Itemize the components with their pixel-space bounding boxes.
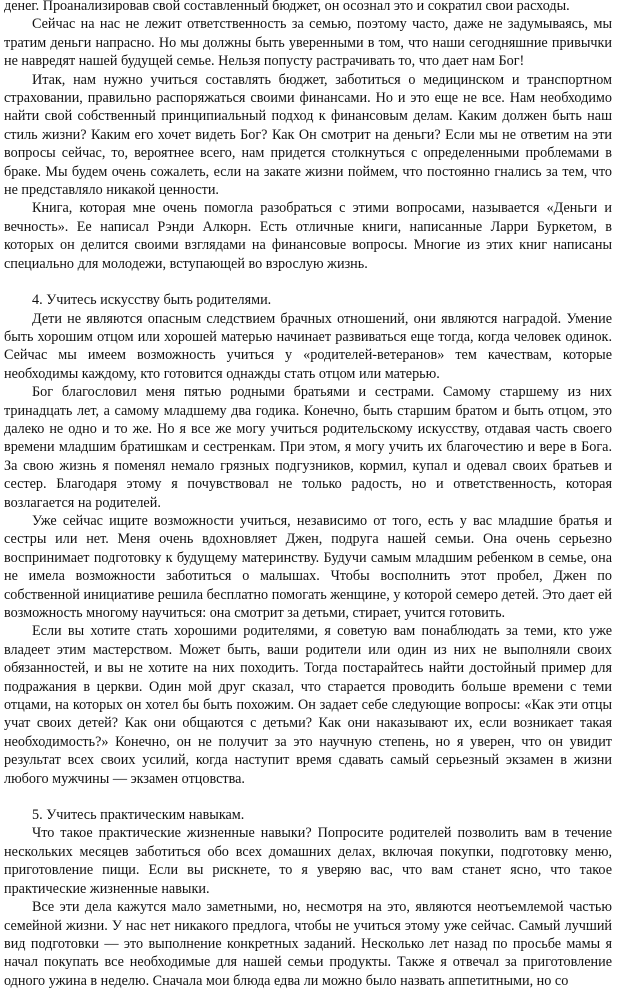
paragraph: Бог благословил меня пятью родными братьями и сестрами. Самому старшему из них тринадцать лет, а самому младшему два годика. Конечно, быть старшим братом и быть отцом, это далеко не одно и то же. Но я все же могу учиться родительскому искусству, отдавая часть своего времени младшим братишкам и сестренкам. При этом, я могу учить их благочестию и вере в Бога. За свою жизнь я поменял немало грязных подгузников, кормил, купал и одевал своих братьев и сестер. Благодаря этому я почувствовал не только радость, но и ответственность, которая возлагается на родителей. bbox=[4, 384, 612, 511]
paragraph: Дети не являются опасным следствием брачных отношений, они являются наградой. Умение быть хорошим отцом или хорошей матерью начинает развиваться еще тогда, когда человек одинок. Сейчас мы имеем возможность учиться у «родителей-ветеранов» тем качествам, которые необходимы каждому, кто готовится однажды стать отцом или матерью. bbox=[4, 310, 612, 382]
document-page bbox=[4, 0, 612, 989]
paragraph: Что такое практические жизненные навыки? Попросите родителей позволить вам в течение нескольких месяцев заботиться обо всех домашних делах, включая покупки, подготовку меню, приготовление пищи. Если вы рискнете, то я уверяю вас, что вам станет ясно, что такое практические жизненные навыки. bbox=[4, 825, 612, 897]
paragraph: Итак, нам нужно учиться составлять бюджет, заботиться о медицинском и транспортном страховании, правильно распоряжаться своими финансами. Но и это еще не все. Нам необходимо найти свой собственный принципиальный подход к финансовым делам. Каким должен быть наш стиль жизни? Каким его хочет видеть Бог? Как Он смотрит на деньги? Если мы не ответим на эти вопросы сейчас, то, вероятнее всего, нам придется столкнуться с определенными проблемами в браке. Мы будем очень сожалеть, если на закате жизни поймем, что постоянно гнались за тем, что не представляло никакой ценности. bbox=[4, 71, 612, 199]
paragraph: Книга, которая мне очень помогла разобраться с этими вопросами, называется «Деньги и вечность». Ее написал Рэнди Алкорн. Есть отличные книги, написанные Ларри Буркетом, в которых он делится своими взглядами на финансовые вопросы. Многие из этих книг написаны специально для молодежи, вступающей во взрослую жизнь. bbox=[4, 200, 612, 272]
section-heading-practical-skills: 5. Учитесь практическим навыкам. bbox=[32, 807, 245, 824]
paragraph: Все эти дела кажутся мало заметными, но, несмотря на это, являются неотъемлемой частью семейной жизни. У нас нет никакого предлога, чтобы не учиться этому уже сейчас. Самый лучший вид подготовки — это выполнение конкретных заданий. Несколько лет назад по просьбе мамы я начал покупать все необходимые для нашей семьи продукты. Также я отвечал за приготовление одного ужина в неделю. Сначала мои блюда едва ли можно было назвать аппетитными, но со bbox=[4, 899, 612, 989]
paragraph: Если вы хотите стать хорошими родителями, я советую вам понаблюдать за теми, кто уже владеет этим мастерством. Может быть, ваши родители или один из них не выполняли своих обязанностей, и вы не хотите на них походить. Тогда постарайтесь найти достойный пример для подражания в церкви. Один мой друг сказал, что старается проводить больше времени с теми отцами, на которых он хотел бы быть похожим. Он задает себе следующие вопросы: «Как эти отцы учат своих детей? Как они общаются с детьми? Как они наказывают их, если возникает такая необходимость?» Конечно, он не получит за это научную степень, но я уверен, что он увидит результат всех своих усилий, когда наступит время сдавать самый серьезный экзамен в жизни любого мужчины — экзамен отцовства. bbox=[4, 623, 612, 787]
paragraph: Уже сейчас ищите возможности учиться, независимо от того, есть у вас младшие братья и сестры или нет. Меня очень вдохновляет Джен, подруга нашей семьи. Она очень серьезно воспринимает подготовку к будущему материнству. Будучи самым младшим ребенком в семье, она не имела возможности заботиться о малышах. Чтобы восполнить этот пробел, Джен по собственной инициативе решила бесплатно помогать женщине, у которой семеро детей. Это дает ей возможность многому научиться: она смотрит за детьми, стирает, учится готовить. bbox=[4, 512, 612, 621]
paragraph: денег. Проанализировав свой составленный бюджет, он осознал это и сократил свои расходы. bbox=[4, 0, 570, 14]
paragraph: Сейчас на нас не лежит ответственность за семью, поэтому часто, даже не задумываясь, мы тратим деньги напрасно. Но мы должны быть уверенными в том, что наши сегодняшние привычки не навредят нашей будущей семье. Нельзя попусту растрачивать то, что дает нам Бог! bbox=[4, 16, 612, 70]
section-heading-parenting: 4. Учитесь искусству быть родителями. bbox=[32, 292, 272, 309]
